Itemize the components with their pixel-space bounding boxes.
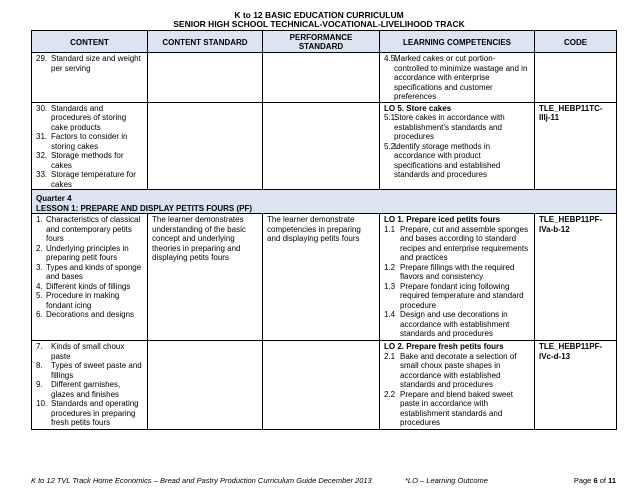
content-standard-cell	[148, 102, 263, 190]
list-item-number: 33.	[36, 170, 48, 179]
curriculum-table	[31, 30, 617, 430]
list-item-text: Storage temperature for cakes	[51, 170, 136, 189]
list-item-number: 6.	[36, 310, 43, 319]
numbered-list	[384, 225, 530, 339]
list-item-number: 1.	[36, 215, 43, 224]
list-item-text: Prepare fillings with the required flavors and consistency	[400, 262, 515, 281]
track-title: SENIOR HIGH SCHOOL TECHNICAL-VOCATIONAL-LIVELIHOOD TRACK	[173, 19, 465, 29]
list-item	[36, 282, 143, 292]
learning-outcome-title: LO 1. Prepare iced petits fours	[384, 215, 501, 224]
list-item-number: 10.	[36, 399, 48, 408]
list-item	[36, 215, 143, 244]
numbered-list	[36, 54, 143, 73]
numbered-list	[384, 54, 530, 102]
list-item-number: 4.5.	[384, 54, 398, 63]
numbered-list	[384, 352, 530, 428]
numbered-list	[36, 215, 143, 320]
list-item	[36, 263, 143, 282]
list-item-number: 5.2.	[384, 141, 398, 151]
page-word: Page	[573, 476, 592, 485]
list-item-text: Prepare, cut and assemble sponges and bases according to standard recipes and enterprise requirements and practices	[400, 224, 529, 262]
list-item-number: 9.	[36, 380, 43, 389]
list-item-text: Types and kinds of sponge and bases	[46, 262, 142, 281]
list-item-text: Prepare fondant icing following required temperature and standard procedure	[400, 281, 524, 310]
list-item	[384, 282, 530, 311]
performance-standard-cell	[263, 341, 380, 430]
page-number	[574, 476, 616, 486]
list-item	[36, 399, 143, 428]
current-page: 6	[593, 476, 598, 485]
col-header-performance-standard: PERFORMANCE STANDARD	[263, 31, 380, 53]
table-row	[32, 214, 617, 341]
list-item-text: Underlying principles in preparing petit fours	[46, 243, 129, 262]
list-item-number: 32.	[36, 151, 48, 160]
learning-outcome-title: LO 5. Store cakes	[384, 103, 452, 113]
content-standard-cell	[148, 53, 263, 103]
list-item-number: 29.	[36, 54, 48, 63]
list-item-text: Marked cakes or cut portion-controlled to minimize wastage and in accordance with enterprise specifications and customer preferences	[394, 54, 528, 101]
table-row	[32, 341, 617, 430]
list-item-number: 2.1	[384, 351, 396, 361]
learning-outcome-title: LO 2. Prepare fresh petits fours	[384, 342, 504, 351]
list-item-number: 2.2	[384, 389, 396, 399]
list-item-number: 1.1	[384, 224, 396, 234]
competencies-cell	[380, 53, 535, 103]
list-item-number: 8.	[36, 361, 43, 370]
curriculum-title: K to 12 BASIC EDUCATION CURRICULUM	[234, 10, 404, 20]
quarter-title: Quarter 4	[36, 194, 72, 203]
list-item-text: Storage methods for cakes	[51, 151, 124, 170]
list-item-text: Store cakes in accordance with establishment’s standards and procedures	[394, 113, 505, 141]
list-item	[36, 291, 143, 310]
col-header-learning-competencies: LEARNING COMPETENCIES	[380, 31, 535, 53]
quarter-row	[32, 190, 617, 214]
list-item-text: Identify storage methods in accordance with product specifications and established standards and procedures	[394, 141, 501, 179]
competencies-cell	[380, 102, 535, 190]
total-pages: 11	[608, 476, 616, 485]
list-item	[36, 132, 143, 151]
content-cell	[32, 53, 148, 103]
quarter-cell	[32, 190, 617, 214]
list-item-text: Factors to consider in storing cakes	[51, 132, 128, 151]
list-item-text: Procedure in making fondant icing	[46, 291, 120, 310]
list-item-text: Decorations and designs	[46, 310, 135, 319]
code-cell: TLE_HEBP11TC-IIIj-11	[535, 102, 617, 190]
code-cell: TLE_HEBP11PF-IVa-b-12	[535, 214, 617, 341]
content-standard-cell: The learner demonstrates understanding of the basic concept and underlying theories in preparing and displaying petits fours	[148, 214, 263, 341]
list-item-text: Different garnishes, glazes and finishes	[51, 380, 121, 399]
list-item	[384, 225, 530, 263]
list-item	[36, 170, 143, 189]
table-row	[32, 102, 617, 190]
list-item	[36, 380, 143, 399]
list-item-number: 31.	[36, 132, 48, 141]
list-item-text: Design and use decorations in accordance with establishment standards and procedures	[400, 310, 510, 338]
col-header-content: CONTENT	[32, 31, 148, 53]
list-item-text: Prepare and blend baked sweet paste in accordance with establishment standards and procedures	[400, 389, 513, 427]
list-item	[384, 390, 530, 428]
code-cell: TLE_HEBP11PF-IVc-d-13	[535, 341, 617, 430]
col-header-content-standard: CONTENT STANDARD	[148, 31, 263, 53]
numbered-list	[36, 342, 143, 428]
list-item	[36, 104, 143, 133]
of-word: of	[599, 476, 606, 485]
content-standard-cell	[148, 341, 263, 430]
list-item	[36, 361, 143, 380]
content-cell	[32, 102, 148, 190]
list-item-number: 30.	[36, 103, 48, 113]
list-item-number: 1.2	[384, 262, 396, 272]
list-item-text: Standard size and weight per serving	[51, 54, 141, 73]
list-item	[36, 310, 143, 320]
list-item	[384, 310, 530, 339]
col-header-code: CODE	[535, 31, 617, 53]
list-item-number: 5.	[36, 291, 43, 300]
numbered-list	[384, 113, 530, 180]
table-header-row	[32, 31, 617, 53]
list-item-number: 3.	[36, 262, 43, 272]
list-item-text: Different kinds of fillings	[46, 281, 131, 291]
competencies-cell	[380, 341, 535, 430]
list-item	[384, 113, 530, 142]
list-item-text: Standards and operating procedures in preparing fresh petits fours	[51, 399, 139, 427]
content-cell	[32, 214, 148, 341]
code-cell	[535, 53, 617, 103]
list-item	[384, 263, 530, 282]
list-item	[384, 352, 530, 390]
list-item-number: 5.1.	[384, 113, 398, 122]
list-item	[36, 54, 143, 73]
performance-standard-cell	[263, 102, 380, 190]
list-item-text: Standards and procedures of storing cake products	[51, 103, 127, 132]
list-item	[384, 54, 530, 102]
list-item-text: Bake and decorate a selection of small choux paste shapes in accordance with established standards and procedures	[400, 351, 517, 389]
list-item-number: 1.3	[384, 281, 396, 291]
list-item-text: Types of sweet paste and fillings	[51, 361, 142, 380]
list-item	[36, 244, 143, 263]
lesson-title: LESSON 1: PREPARE AND DISPLAY PETITS FOURS (PF)	[36, 203, 253, 213]
footer-lo-note: *LO – Learning Outcome	[405, 476, 488, 485]
performance-standard-cell: The learner demonstrate competencies in preparing and displaying petits fours	[263, 214, 380, 341]
list-item-text: Kinds of small choux paste	[51, 342, 125, 361]
list-item-number: 1.4	[384, 310, 396, 319]
content-cell	[32, 341, 148, 430]
list-item	[36, 342, 143, 361]
list-item-number: 2.	[36, 243, 43, 253]
list-item-number: 4.	[36, 281, 43, 291]
list-item-text: Characteristics of classical and contemporary petits fours	[46, 215, 141, 243]
list-item-number: 7.	[36, 342, 43, 351]
list-item	[384, 142, 530, 180]
numbered-list	[36, 104, 143, 190]
footer-guide-title: K to 12 TVL Track Home Economics – Bread and Pastry Production Curriculum Guide December 2013	[31, 476, 372, 485]
list-item	[36, 151, 143, 170]
table-row	[32, 53, 617, 103]
competencies-cell	[380, 214, 535, 341]
performance-standard-cell	[263, 53, 380, 103]
